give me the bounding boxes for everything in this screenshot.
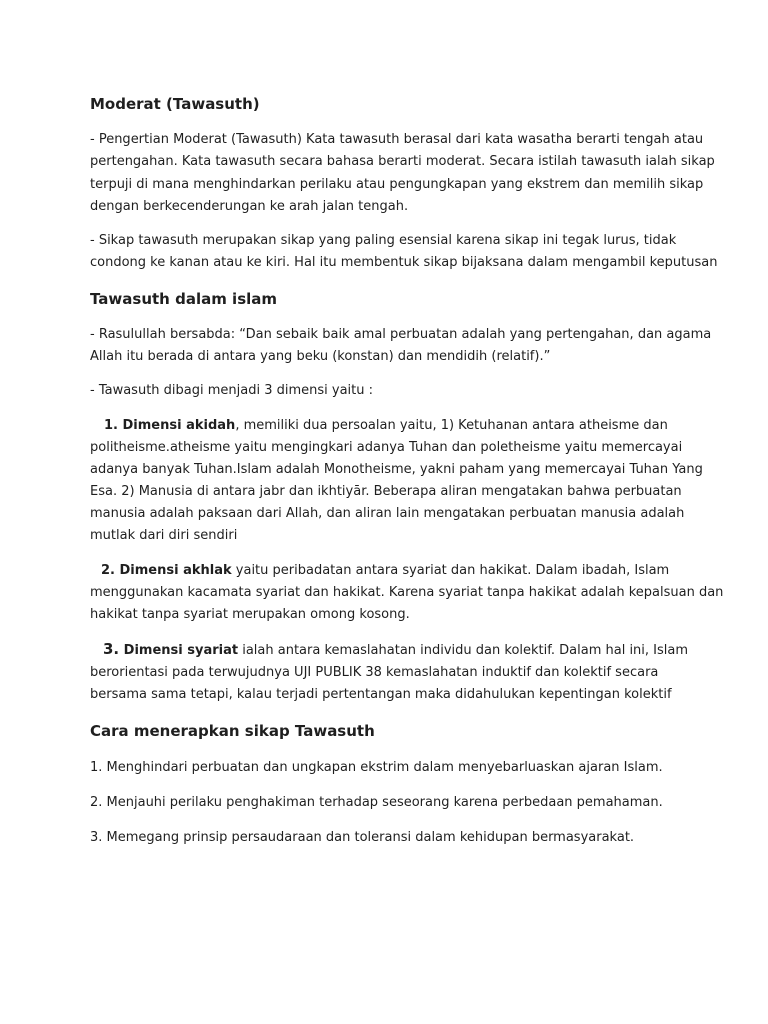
paragraph-line: adanya banyak Tuhan.Islam adalah Monotheisme, yakni paham yang memercayai Tuhan Yang xyxy=(90,462,703,477)
paragraph-line: Allah itu berada di antara yang beku (konstan) dan mendidih (relatif).” xyxy=(90,349,551,364)
paragraph-line: politheisme.atheisme yaitu mengingkari adanya Tuhan dan poletheisme yaitu memercayai xyxy=(90,440,683,455)
paragraph-line: - Sikap tawasuth merupakan sikap yang paling esensial karena sikap ini tegak lurus, tidak xyxy=(90,233,677,248)
list-item-akhlak xyxy=(101,563,669,578)
list-item-akidah xyxy=(104,418,668,433)
list-item: 1. Menghindari perbuatan dan ungkapan ekstrim dalam menyebarluaskan ajaran Islam. xyxy=(90,760,663,775)
list-item: 3. Memegang prinsip persaudaraan dan toleransi dalam kehidupan bermasyarakat. xyxy=(90,830,635,845)
paragraph-line: dengan berkecenderungan ke arah jalan tengah. xyxy=(90,199,409,214)
heading-cara-menerapkan: Cara menerapkan sikap Tawasuth xyxy=(90,722,375,740)
paragraph-line: terpuji di mana menghindarkan perilaku atau pengungkapan yang ekstrem dan memilih sikap xyxy=(90,177,704,192)
paragraph-line: bersama sama tetapi, kalau terjadi pertentangan maka didahulukan kepentingan kolektif xyxy=(90,687,672,702)
item-number: 3. xyxy=(103,640,120,658)
paragraph-line: Esa. 2) Manusia di antara jabr dan ikhtiyār. Beberapa aliran mengatakan bahwa perbuatan xyxy=(90,484,682,499)
paragraph-line: berorientasi pada terwujudnya UJI PUBLIK 38 kemaslahatan induktif dan kolektif secara xyxy=(90,665,659,680)
paragraph-line: hakikat tanpa syariat merupakan omong kosong. xyxy=(90,607,410,622)
paragraph-line: - Pengertian Moderat (Tawasuth) Kata tawasuth berasal dari kata wasatha berarti tengah atau xyxy=(90,132,704,147)
paragraph-line: - Rasulullah bersabda: “Dan sebaik baik amal perbuatan adalah yang pertengahan, dan agama xyxy=(90,327,712,342)
paragraph-line: menggunakan kacamata syariat dan hakikat. Karena syariat tanpa hakikat adalah kepalsuan dan xyxy=(90,585,724,600)
item-text: ialah antara kemaslahatan individu dan kolektif. Dalam hal ini, Islam xyxy=(238,643,689,658)
paragraph-line: condong ke kanan atau ke kiri. Hal itu membentuk sikap bijaksana dalam mengambil keputusan xyxy=(90,255,718,270)
paragraph-line: pertengahan. Kata tawasuth secara bahasa berarti moderat. Secara istilah tawasuth ialah sikap xyxy=(90,154,715,169)
item-text: yaitu peribadatan antara syariat dan hakikat. Dalam ibadah, Islam xyxy=(231,563,670,578)
item-label: 1. Dimensi akidah xyxy=(104,418,236,433)
heading-moderat: Moderat (Tawasuth) xyxy=(90,95,260,113)
list-item-syariat xyxy=(103,640,688,658)
paragraph-line: - Tawasuth dibagi menjadi 3 dimensi yaitu : xyxy=(90,383,374,398)
heading-tawasuth-islam: Tawasuth dalam islam xyxy=(90,290,278,308)
item-label: 2. Dimensi akhlak xyxy=(101,563,232,578)
item-label: Dimensi syariat xyxy=(119,643,239,658)
paragraph-line: mutlak dari diri sendiri xyxy=(90,528,238,543)
item-text: , memiliki dua persoalan yaitu, 1) Ketuhanan antara atheisme dan xyxy=(235,418,668,433)
list-item: 2. Menjauhi perilaku penghakiman terhadap seseorang karena perbedaan pemahaman. xyxy=(90,795,663,810)
paragraph-line: manusia adalah paksaan dari Allah, dan aliran lain mengatakan perbuatan manusia adalah xyxy=(90,506,685,521)
